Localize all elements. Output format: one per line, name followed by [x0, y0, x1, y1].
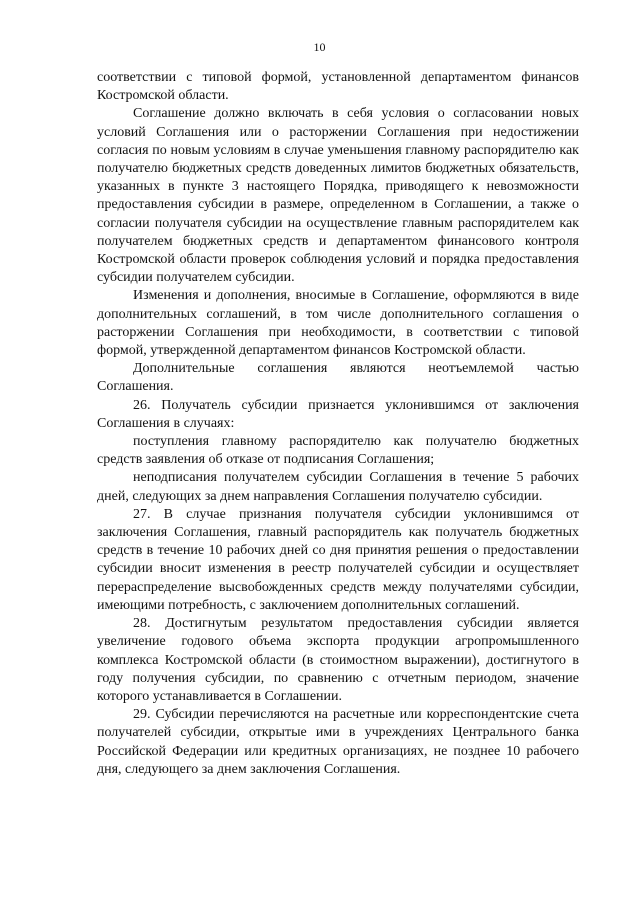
paragraph-additional-agreements: Дополнительные соглашения являются неотъемлемой частью Соглашения. — [97, 361, 579, 395]
paragraph-item-26-case-1: поступления главному распорядителю как получателю бюджетных средств заявления об отказе от подписания Соглашения; — [97, 434, 579, 468]
paragraph-item-29: 29. Субсидии перечисляются на расчетные или корреспондентские счета получателей субсидии, открытые ими в учреждениях Центрального банка Российской Федерации или кредитных организациях, не позднее 10 рабочего дня, следующего за днем заключения Соглашения. — [97, 707, 579, 777]
paragraph-item-27: 27. В случае признания получателя субсидии уклонившимся от заключения Соглашения, главный распорядитель как получатель бюджетных средств в течение 10 рабочих дней со дня принятия решения о предоставлении субсидии вносит изменения в реестр получателей субсидии и осуществляет перераспределение высвобожденных средств между получателями субсидии, имеющими потребность, с заключением дополнительных соглашений. — [97, 506, 579, 613]
paragraph-continuation: соответствии с типовой формой, установленной департаментом финансов Костромской области. — [97, 70, 579, 104]
paragraph-item-26: 26. Получатель субсидии признается уклонившимся от заключения Соглашения в случаях: — [97, 397, 579, 431]
paragraph-item-26-case-2: неподписания получателем субсидии Соглашения в течение 5 рабочих дней, следующих за днем направления Соглашения получателю субсидии. — [97, 470, 579, 504]
paragraph-amendments: Изменения и дополнения, вносимые в Соглашение, оформляются в виде дополнительных соглашений, в том числе дополнительного соглашения о расторжении Соглашения при необходимости, в соответствии с типовой формой, утвержденной департаментом финансов Костромской области. — [97, 288, 579, 359]
document-body — [97, 69, 579, 779]
paragraph-agreement-conditions: Соглашение должно включать в себя условия о согласовании новых условий Соглашения или о расторжении Соглашения при недостижении согласия по новым условиям в случае уменьшения главному распорядителю как получателю бюджетных средств доведенных лимитов бюджетных обязательств, указанных в пункте 3 настоящего Порядка, приводящего к невозможности предоставления субсидии в размере, определенном в Соглашении, а также о согласии получателя субсидии на осуществление главным распорядителем как получателем бюджетных средств и департаментом финансового контроля Костромской области проверок соблюдения условий и порядка предоставления субсидии получателем субсидии. — [97, 106, 579, 286]
paragraph-item-28: 28. Достигнутым результатом предоставления субсидии является увеличение годового объема экспорта продукции агропромышленного комплекса Костромской области (в стоимостном выражении), достигнутого в году получения субсидии, по сравнению с отчетным периодом, значение которого устанавливается в Соглашении. — [97, 616, 579, 704]
page-number: 10 — [313, 40, 326, 54]
